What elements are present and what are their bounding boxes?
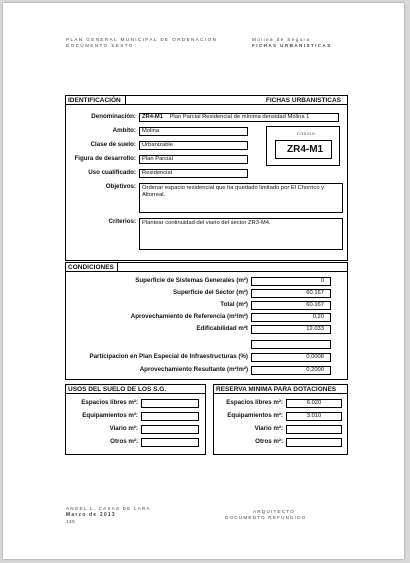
usos-row-label: Viario m²: [109, 425, 138, 432]
condiciones-row-value: 0 [251, 277, 331, 286]
header-municipality: Molina de Segura [252, 37, 311, 42]
usos-row-value [141, 425, 199, 434]
clase-label: Clase de suelo: [90, 141, 136, 148]
condiciones-row-value: 0,2000 [251, 366, 331, 375]
usos-section [65, 384, 206, 455]
objetivos-field: Ordenar espacio residencial que ha quedado limitado por El Chorrico y Altorreal. [139, 183, 343, 213]
title-rule [126, 104, 347, 105]
identificacion-title: IDENTIFICACIÓN [66, 96, 126, 105]
reserva-row-value: 6.020 [286, 399, 342, 408]
ambito-field: Molina [139, 127, 248, 136]
usos-row-label: Equipamientos m²: [82, 412, 138, 419]
ambito-label: Ambito: [112, 127, 136, 134]
header-left [66, 37, 217, 49]
fichas-title: FICHAS URBANISTICAS [265, 97, 341, 104]
condiciones-row-label: Participacion en Plan Especial de Infraestructuras (%) [89, 353, 248, 360]
criterios-label: Criterios: [108, 218, 136, 225]
usos-row-value [141, 438, 199, 447]
codigo-caption: CODIGO [297, 132, 316, 136]
codigo-box [266, 126, 340, 166]
usos-row-label: Espacios libres m²: [81, 399, 138, 406]
condiciones-row-value: 60.167 [251, 301, 331, 310]
condiciones-row-label: Superficie de Sistemas Generales (m²) [135, 277, 248, 284]
usos-row-label: Otros m²: [110, 438, 138, 445]
denominacion-code: ZR4-M1 [142, 114, 163, 120]
denominacion-text: Plan Parcial Residencial de mínima densidad Molina 1 [169, 114, 310, 120]
condiciones-row-value [251, 340, 331, 349]
figura-field: Plan Parcial [139, 155, 248, 164]
footer-author: ANGEL L. CASAS DE LARA [66, 506, 151, 511]
identificacion-section [65, 95, 348, 261]
figura-label: Figura de desarrollo: [74, 155, 136, 162]
uso-field: Residencial [139, 169, 248, 178]
condiciones-row-value: 0,20 [251, 313, 331, 322]
reserva-row-value [286, 425, 342, 434]
condiciones-row-label: Edificabilidad m²t [196, 325, 248, 332]
criterios-field: Plantear continuidad del viario del sector ZR3-M4. [139, 218, 343, 250]
reserva-row-label: Espacios libres m²: [226, 399, 283, 406]
header-plan-title: PLAN GENERAL MUNICIPAL DE ORDENACION [66, 37, 218, 42]
page-number: 135 [66, 519, 76, 524]
header-document-number: DOCUMENTO SEXTO [66, 43, 134, 48]
usos-title: USOS DEL SUELO DE LOS S.G. [66, 385, 205, 394]
condiciones-row-label: Total (m²) [220, 301, 248, 308]
denominacion-field [139, 113, 339, 122]
footer-date: Marzo de 2013 [66, 512, 116, 518]
denominacion-label: Denominación: [91, 113, 136, 120]
header-right [252, 37, 332, 49]
clase-field: Urbanizable [139, 141, 248, 150]
footer-profession: ARQUITECTO [253, 509, 296, 514]
condiciones-row-label: Aprovechamiento Resultante (m²/m²) [139, 366, 248, 373]
reserva-row-value: 3.010 [286, 412, 342, 421]
objetivos-label: Objetivos: [105, 183, 136, 190]
header-section: FICHAS URBANISTICAS [252, 43, 332, 48]
condiciones-row-value: 12.033 [251, 325, 331, 334]
footer-document-type: DOCUMENTO REFUNDIDO [225, 515, 307, 520]
condiciones-row-label: Aprovechamiento de Referencia (m²/m²) [130, 313, 248, 320]
reserva-row-label: Otros m²: [255, 438, 283, 445]
reserva-row-label: Viario m²: [254, 425, 283, 432]
condiciones-row-value: 0,0008 [251, 353, 331, 362]
condiciones-row-label: Superficie del Sector (m²) [173, 289, 248, 296]
title-rule [118, 271, 347, 272]
usos-row-value [141, 399, 199, 408]
codigo-value: ZR4-M1 [287, 144, 324, 155]
condiciones-section [65, 262, 348, 380]
reserva-title: RESERVA MINIMA PARA DOTACIONES [214, 385, 347, 394]
reserva-section [213, 384, 348, 455]
document-page [3, 3, 404, 559]
reserva-row-label: Equipamientos m²: [227, 412, 283, 419]
usos-row-value [141, 412, 199, 421]
reserva-row-value [286, 438, 342, 447]
uso-label: Uso cualificado: [88, 169, 136, 176]
condiciones-row-value: 60.167 [251, 289, 331, 298]
condiciones-title: CONDICIONES [66, 263, 118, 272]
codigo-inner-box [275, 140, 332, 159]
